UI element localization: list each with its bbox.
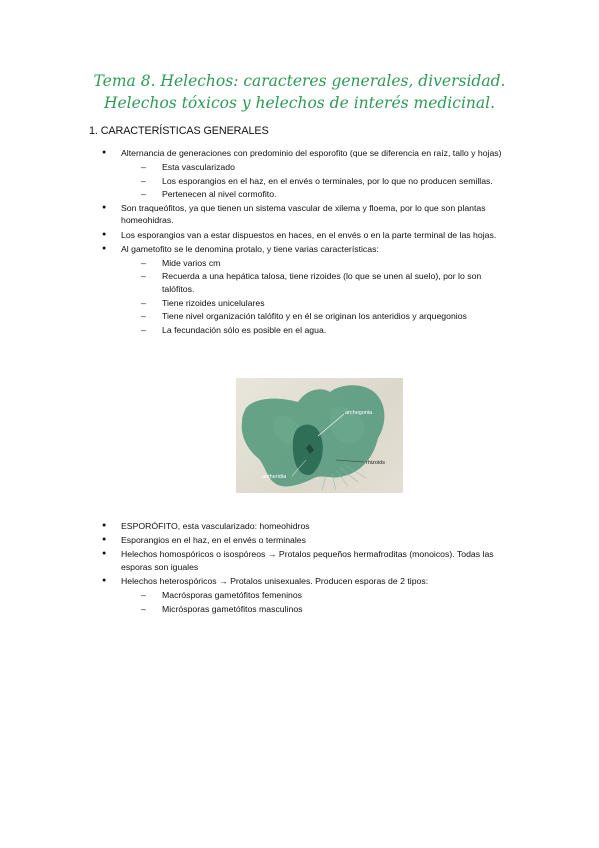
bullet-icon: ● bbox=[102, 230, 107, 238]
sub-item bbox=[0, 270, 512, 295]
list-item bbox=[0, 229, 513, 242]
sub-item-text: Tiene nivel organización talófito y en él se originan los anteridios y arquegonios bbox=[162, 311, 467, 322]
rhizoids-label: rhizoids bbox=[366, 460, 385, 466]
bullet-icon: ● bbox=[102, 576, 107, 584]
list-item bbox=[0, 520, 513, 533]
list-item-text: Al gametofito se le denomina protalo, y tiene varias características: bbox=[121, 243, 379, 254]
characteristics-list bbox=[0, 147, 599, 337]
sub-item-text: Recuerda a una hepática talosa, tiene rizoides (lo que se unen al suelo), por lo son talófitos. bbox=[162, 271, 482, 294]
prothallus-illustration bbox=[236, 378, 403, 493]
sub-item-text: La fecundación sólo es posible en el agua. bbox=[162, 324, 327, 335]
dash-icon: – bbox=[141, 589, 146, 600]
archegonia-label: archegonia bbox=[345, 410, 373, 416]
list-item-text: Alternancia de generaciones con predominio del esporofito (que se diferencia en raíz, tallo y hojas) bbox=[121, 148, 502, 158]
sub-item-text: Tiene rizoides unicelulares bbox=[162, 297, 265, 308]
sub-item-text: Mide varios cm bbox=[162, 257, 221, 268]
sub-item bbox=[0, 310, 512, 323]
list-item-text: Son traqueófitos, ya que tienen un sistema vascular de xilema y floema, por lo que son plantas homeohidras. bbox=[121, 202, 486, 226]
sub-item-text: Esta vascularizado bbox=[162, 162, 235, 173]
list-item-text: Helechos homospóricos o isospóreos → Protalos pequeños hermafroditas (monoicos). Todas las esporas son iguales bbox=[121, 549, 494, 572]
list-item-text: Los esporangios van a estar dispuestos en haces, en el envés o en la parte terminal de las hojas. bbox=[121, 229, 497, 240]
list-item bbox=[0, 534, 513, 547]
antheridia-label: antheridia bbox=[262, 474, 287, 480]
sub-item-text: Pertenecen al nivel cormofito. bbox=[162, 189, 277, 200]
section-heading: 1. CARACTERÍSTICAS GENERALES bbox=[89, 125, 269, 137]
bullet-icon: ● bbox=[102, 522, 107, 529]
sub-item bbox=[0, 603, 512, 616]
prothallus-photo bbox=[236, 378, 403, 493]
list-item bbox=[0, 575, 513, 588]
dash-icon: – bbox=[141, 189, 146, 200]
bullet-icon: ● bbox=[102, 550, 107, 558]
dash-icon: – bbox=[141, 297, 146, 308]
bullet-icon: ● bbox=[102, 244, 107, 252]
list-item bbox=[0, 243, 513, 256]
list-item bbox=[0, 147, 513, 160]
sub-item-text: Macrósporas gametófitos femeninos bbox=[162, 589, 303, 600]
list-item-text: Helechos heterospóricos → Protalos unisexuales. Producen esporas de 2 tipos: bbox=[121, 575, 429, 586]
sub-item-text: Micrósporas gametófitos masculinos bbox=[162, 603, 303, 614]
sub-item bbox=[0, 175, 512, 188]
sub-item bbox=[0, 161, 512, 174]
sub-item bbox=[0, 257, 512, 270]
sporophyte-list bbox=[0, 520, 599, 616]
dash-icon: – bbox=[141, 271, 146, 282]
title-line-1: Tema 8. Helechos: caracteres generales, diversidad. bbox=[93, 72, 506, 90]
document-title bbox=[0, 70, 599, 114]
sub-item bbox=[0, 297, 512, 310]
bullet-icon: ● bbox=[102, 203, 107, 211]
sub-item bbox=[0, 188, 512, 201]
dash-icon: – bbox=[141, 162, 146, 173]
list-item bbox=[0, 548, 513, 573]
title-line-2: Helechos tóxicos y helechos de interés medicinal. bbox=[103, 94, 496, 112]
dash-icon: – bbox=[141, 257, 146, 268]
list-item-text: ESPORÓFITO, esta vascularizado: homeohidros bbox=[121, 521, 310, 531]
dash-icon: – bbox=[141, 324, 146, 335]
sub-item bbox=[0, 324, 512, 337]
bullet-icon: ● bbox=[102, 536, 107, 544]
list-item-text: Esporangios en el haz, en el envés o terminales bbox=[121, 535, 306, 546]
sub-item-text: Los esporangios en el haz, en el envés o terminales, por lo que no producen semillas. bbox=[162, 175, 493, 186]
bullet-icon: ● bbox=[102, 149, 107, 156]
dash-icon: – bbox=[141, 603, 146, 614]
dash-icon: – bbox=[141, 311, 146, 322]
list-item bbox=[0, 202, 513, 227]
sub-item bbox=[0, 589, 512, 602]
dash-icon: – bbox=[141, 175, 146, 186]
